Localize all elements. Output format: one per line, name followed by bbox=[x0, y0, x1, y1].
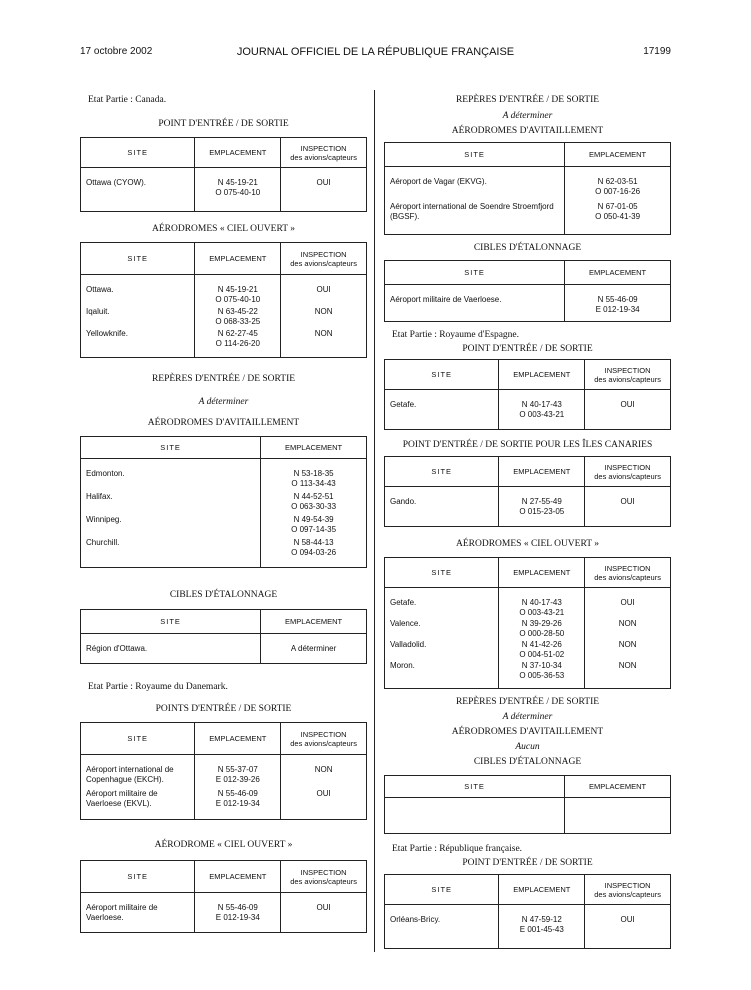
col-header-emplacement: EMPLACEMENT bbox=[195, 861, 281, 893]
site-cell bbox=[385, 588, 499, 689]
section-title: CIBLES D'ÉTALONNAGE bbox=[473, 243, 582, 253]
coordinate-line: O 113-34-43 bbox=[291, 479, 336, 488]
inspection-label: INSPECTION bbox=[604, 462, 651, 472]
coordinate-line: E 012-19-34 bbox=[215, 799, 260, 808]
site-cell bbox=[81, 275, 195, 358]
coordinate-line: N 49-54-39 bbox=[293, 515, 334, 524]
coordinates bbox=[504, 400, 579, 420]
coordinate-line: O 004-51-02 bbox=[519, 650, 565, 659]
inspection-value: NON bbox=[618, 661, 637, 670]
site-cell bbox=[385, 487, 499, 527]
inspection-sublabel: des avions/capteurs bbox=[594, 374, 661, 384]
table-body-row bbox=[385, 798, 671, 834]
section-title: CIBLES D'ÉTALONNAGE bbox=[169, 590, 278, 600]
coordinate-line: O 003-43-21 bbox=[519, 608, 565, 617]
right-column bbox=[384, 90, 671, 949]
section-title: AÉRODROMES « CIEL OUVERT » bbox=[152, 224, 295, 234]
inspection-value: OUI bbox=[316, 903, 331, 912]
coordinate-line: O 005-36-53 bbox=[519, 671, 565, 680]
data-table bbox=[384, 557, 671, 689]
col-header-inspection bbox=[585, 360, 671, 390]
col-header-site: SITE bbox=[385, 457, 499, 487]
inspection-label: INSPECTION bbox=[300, 249, 347, 259]
site-name: Aéroport international de Copenhague (EKCH). bbox=[86, 765, 174, 784]
site-name: Région d'Ottawa. bbox=[86, 644, 148, 653]
emplacement-cell bbox=[499, 905, 585, 949]
site-cell bbox=[81, 634, 261, 664]
col-header-emplacement: EMPLACEMENT bbox=[499, 558, 585, 588]
coordinates bbox=[200, 285, 275, 305]
inspection-value: OUI bbox=[316, 285, 331, 294]
col-header-inspection bbox=[585, 875, 671, 905]
inspection-label: INSPECTION bbox=[300, 729, 347, 739]
inspection-value: OUI bbox=[620, 598, 635, 607]
inspection-value: NON bbox=[618, 640, 637, 649]
coordinates bbox=[200, 178, 275, 198]
inspection-cell bbox=[281, 893, 367, 933]
inspection-sublabel: des avions/capteurs bbox=[290, 258, 357, 268]
coordinate-line: N 62-03-51 bbox=[597, 177, 638, 186]
col-header-inspection bbox=[281, 243, 367, 275]
coordinates bbox=[504, 661, 579, 681]
section-value: A déterminer bbox=[198, 397, 249, 407]
coordinates bbox=[504, 497, 579, 517]
site-name: Winnipeg. bbox=[86, 515, 122, 524]
data-table bbox=[80, 242, 367, 358]
table-body-row bbox=[81, 168, 367, 212]
coordinate-line: E 012-39-26 bbox=[215, 775, 260, 784]
emplacement-cell bbox=[499, 487, 585, 527]
coordinate-line: N 67-01-05 bbox=[597, 202, 638, 211]
site-name: Getafe. bbox=[390, 598, 417, 607]
coordinate-line: A déterminer bbox=[290, 644, 337, 653]
coordinate-line: N 53-18-35 bbox=[293, 469, 334, 478]
data-table bbox=[80, 860, 367, 933]
site-name: Ottawa (CYOW). bbox=[86, 178, 147, 187]
site-name: Aéroport de Vagar (EKVG). bbox=[390, 177, 487, 186]
inspection-value: NON bbox=[314, 765, 333, 774]
inspection-sublabel: des avions/capteurs bbox=[290, 738, 357, 748]
inspection-cell bbox=[585, 487, 671, 527]
inspection-value: NON bbox=[314, 307, 333, 316]
coordinate-line: N 47-59-12 bbox=[521, 915, 562, 924]
site-name: Gando. bbox=[390, 497, 417, 506]
coordinate-line: O 003-43-21 bbox=[519, 410, 565, 419]
coordinate-line: O 094-03-26 bbox=[291, 548, 337, 557]
coordinates bbox=[570, 202, 665, 224]
inspection-label: INSPECTION bbox=[604, 365, 651, 375]
col-header-emplacement: EMPLACEMENT bbox=[565, 776, 671, 798]
coordinate-line: O 075-40-10 bbox=[215, 295, 261, 304]
col-header-site: SITE bbox=[81, 610, 261, 634]
table-body-row bbox=[385, 390, 671, 430]
col-header-emplacement: EMPLACEMENT bbox=[195, 723, 281, 755]
data-table bbox=[384, 775, 671, 834]
coordinates bbox=[266, 469, 361, 489]
col-header-emplacement: EMPLACEMENT bbox=[499, 360, 585, 390]
coordinate-line: N 45-19-21 bbox=[217, 178, 258, 187]
inspection-cell bbox=[281, 755, 367, 820]
emplacement-cell bbox=[195, 755, 281, 820]
section-title: AÉRODROMES « CIEL OUVERT » bbox=[456, 539, 599, 549]
col-header-site: SITE bbox=[81, 723, 195, 755]
table-body-row bbox=[81, 634, 367, 664]
col-header-site: SITE bbox=[81, 437, 261, 459]
coordinate-line: N 40-17-43 bbox=[521, 400, 562, 409]
site-cell bbox=[81, 168, 195, 212]
coordinate-line: N 55-46-09 bbox=[217, 903, 258, 912]
inspection-value: NON bbox=[618, 619, 637, 628]
inspection-value: OUI bbox=[620, 400, 635, 409]
coordinate-line: N 55-46-09 bbox=[597, 295, 638, 304]
inspection-cell bbox=[281, 275, 367, 358]
site-name: Churchill. bbox=[86, 538, 120, 547]
site-cell bbox=[385, 390, 499, 430]
col-header-emplacement: EMPLACEMENT bbox=[195, 243, 281, 275]
coordinates bbox=[266, 492, 361, 512]
site-cell bbox=[385, 798, 565, 834]
data-table bbox=[384, 142, 671, 235]
col-header-emplacement: EMPLACEMENT bbox=[565, 143, 671, 167]
coordinate-line: N 62-27-45 bbox=[217, 329, 258, 338]
inspection-value: OUI bbox=[620, 915, 635, 924]
header-date: 17 octobre 2002 bbox=[80, 46, 153, 57]
col-header-emplacement: EMPLACEMENT bbox=[499, 875, 585, 905]
coordinate-line: N 41-42-26 bbox=[521, 640, 562, 649]
inspection-sublabel: des avions/capteurs bbox=[594, 471, 661, 481]
emplacement-cell bbox=[565, 285, 671, 322]
inspection-label: INSPECTION bbox=[300, 867, 347, 877]
emplacement-cell bbox=[565, 798, 671, 834]
inspection-value: OUI bbox=[620, 497, 635, 506]
inspection-sublabel: des avions/capteurs bbox=[290, 876, 357, 886]
data-table bbox=[384, 359, 671, 430]
inspection-label: INSPECTION bbox=[300, 143, 347, 153]
coordinate-line: O 015-23-05 bbox=[519, 507, 565, 516]
data-table bbox=[384, 456, 671, 527]
table-body-row bbox=[81, 459, 367, 568]
coordinates bbox=[504, 598, 579, 618]
col-header-emplacement: EMPLACEMENT bbox=[261, 610, 367, 634]
coordinate-line: O 068-33-25 bbox=[215, 317, 261, 326]
col-header-inspection bbox=[281, 723, 367, 755]
coordinates bbox=[504, 915, 579, 935]
site-name: Valladolid. bbox=[390, 640, 427, 649]
coordinate-line: O 114-26-20 bbox=[215, 339, 260, 348]
col-header-emplacement: EMPLACEMENT bbox=[499, 457, 585, 487]
site-name: Aéroport militaire de Vaerloese (EKVL). bbox=[86, 789, 158, 808]
table-body-row bbox=[385, 487, 671, 527]
col-header-site: SITE bbox=[81, 138, 195, 168]
state-party-heading: Etat Partie : République française. bbox=[392, 844, 523, 854]
data-table bbox=[80, 609, 367, 664]
site-name: Valence. bbox=[390, 619, 421, 628]
section-value: Aucun bbox=[515, 742, 540, 752]
data-table bbox=[80, 436, 367, 568]
data-table bbox=[384, 874, 671, 949]
emplacement-cell bbox=[195, 168, 281, 212]
col-header-site: SITE bbox=[385, 261, 565, 285]
table-body-row bbox=[81, 893, 367, 933]
coordinates bbox=[200, 765, 275, 787]
section-value: A déterminer bbox=[502, 111, 553, 121]
emplacement-cell bbox=[195, 893, 281, 933]
site-name: Aéroport militaire de Vaerloese. bbox=[86, 903, 158, 922]
coordinate-line: O 007-16-26 bbox=[595, 187, 641, 196]
coordinate-line: O 075-40-10 bbox=[215, 188, 261, 197]
coordinate-line: E 012-19-34 bbox=[595, 305, 640, 314]
table-body-row bbox=[385, 167, 671, 235]
section-title: POINT D'ENTRÉE / DE SORTIE bbox=[462, 858, 593, 868]
coordinates bbox=[570, 177, 665, 199]
site-name: Orléans-Bricy. bbox=[390, 915, 441, 924]
table-body-row bbox=[385, 588, 671, 689]
inspection-value: OUI bbox=[316, 178, 331, 187]
data-table bbox=[80, 137, 367, 212]
section-title: AÉRODROMES D'AVITAILLEMENT bbox=[451, 126, 604, 136]
emplacement-cell bbox=[565, 167, 671, 235]
coordinates bbox=[200, 307, 275, 327]
site-name: Getafe. bbox=[390, 400, 417, 409]
col-header-inspection bbox=[281, 861, 367, 893]
col-header-inspection bbox=[281, 138, 367, 168]
site-name: Aéroport international de Soendre Stroemfjord (BGSF). bbox=[390, 202, 554, 221]
col-header-site: SITE bbox=[81, 243, 195, 275]
inspection-label: INSPECTION bbox=[604, 880, 651, 890]
inspection-cell bbox=[585, 588, 671, 689]
site-name: Iqaluit. bbox=[86, 307, 110, 316]
inspection-sublabel: des avions/capteurs bbox=[594, 572, 661, 582]
col-header-emplacement: EMPLACEMENT bbox=[261, 437, 367, 459]
emplacement-cell bbox=[499, 390, 585, 430]
state-party-heading: Etat Partie : Canada. bbox=[88, 95, 167, 105]
coordinate-line: N 55-46-09 bbox=[217, 789, 258, 798]
inspection-cell bbox=[585, 905, 671, 949]
coordinates bbox=[200, 789, 275, 811]
col-header-site: SITE bbox=[385, 143, 565, 167]
coordinates bbox=[266, 644, 361, 654]
coordinates bbox=[266, 515, 361, 535]
inspection-value: NON bbox=[314, 329, 333, 338]
coordinate-line: N 63-45-22 bbox=[217, 307, 258, 316]
state-party-heading: Etat Partie : Royaume d'Espagne. bbox=[392, 330, 520, 340]
table-body-row bbox=[385, 285, 671, 322]
site-cell bbox=[385, 905, 499, 949]
coordinates bbox=[570, 295, 665, 315]
col-header-site: SITE bbox=[385, 776, 565, 798]
col-header-site: SITE bbox=[385, 558, 499, 588]
section-title: POINT D'ENTRÉE / DE SORTIE bbox=[158, 119, 289, 129]
site-cell bbox=[81, 893, 195, 933]
coordinates bbox=[504, 640, 579, 660]
site-cell bbox=[81, 459, 261, 568]
col-header-emplacement: EMPLACEMENT bbox=[565, 261, 671, 285]
site-cell bbox=[81, 755, 195, 820]
coordinate-line: N 45-19-21 bbox=[217, 285, 258, 294]
header-title: JOURNAL OFFICIEL DE LA RÉPUBLIQUE FRANÇAISE bbox=[236, 46, 515, 58]
coordinate-line: O 063-30-33 bbox=[291, 502, 337, 511]
col-header-site: SITE bbox=[81, 861, 195, 893]
table-body-row bbox=[385, 905, 671, 949]
col-header-inspection bbox=[585, 558, 671, 588]
data-table bbox=[80, 722, 367, 820]
site-name: Edmonton. bbox=[86, 469, 125, 478]
site-cell bbox=[385, 167, 565, 235]
coordinate-line: N 27-55-49 bbox=[521, 497, 562, 506]
left-column bbox=[80, 90, 367, 933]
coordinate-line: N 40-17-43 bbox=[521, 598, 562, 607]
site-name: Moron. bbox=[390, 661, 415, 670]
inspection-sublabel: des avions/capteurs bbox=[290, 152, 357, 162]
inspection-cell bbox=[585, 390, 671, 430]
site-name: Ottawa. bbox=[86, 285, 114, 294]
section-title: AÉRODROMES D'AVITAILLEMENT bbox=[147, 418, 300, 428]
coordinate-line: N 58-44-13 bbox=[293, 538, 334, 547]
coordinate-line: O 050-41-39 bbox=[595, 212, 641, 221]
coordinates bbox=[266, 538, 361, 558]
section-title: POINTS D'ENTRÉE / DE SORTIE bbox=[155, 704, 292, 714]
coordinate-line: O 000-28-50 bbox=[519, 629, 565, 638]
section-value: A déterminer bbox=[502, 712, 553, 722]
inspection-sublabel: des avions/capteurs bbox=[594, 889, 661, 899]
emplacement-cell bbox=[195, 275, 281, 358]
emplacement-cell bbox=[261, 459, 367, 568]
section-title: AÉRODROME « CIEL OUVERT » bbox=[154, 840, 293, 850]
section-title: REPÈRES D'ENTRÉE / DE SORTIE bbox=[455, 95, 600, 105]
coordinates bbox=[200, 329, 275, 349]
coordinate-line: E 012-19-34 bbox=[215, 913, 260, 922]
section-title: REPÈRES D'ENTRÉE / DE SORTIE bbox=[151, 374, 296, 384]
emplacement-cell bbox=[261, 634, 367, 664]
col-header-site: SITE bbox=[385, 875, 499, 905]
section-title: POINT D'ENTRÉE / DE SORTIE POUR LES ÎLES CANARIES bbox=[402, 440, 653, 450]
inspection-cell bbox=[281, 168, 367, 212]
emplacement-cell bbox=[499, 588, 585, 689]
site-name: Aéroport militaire de Vaerloese. bbox=[390, 295, 502, 304]
section-title: REPÈRES D'ENTRÉE / DE SORTIE bbox=[455, 697, 600, 707]
site-name: Yellowknife. bbox=[86, 329, 128, 338]
data-table bbox=[384, 260, 671, 322]
page-number: 17199 bbox=[643, 46, 671, 57]
coordinate-line: O 097-14-35 bbox=[291, 525, 337, 534]
site-name: Halifax. bbox=[86, 492, 113, 501]
table-body-row bbox=[81, 755, 367, 820]
coordinate-line: N 37-10-34 bbox=[521, 661, 562, 670]
state-party-heading: Etat Partie : Royaume du Danemark. bbox=[88, 682, 228, 692]
coordinate-line: N 44-52-51 bbox=[293, 492, 334, 501]
table-body-row bbox=[81, 275, 367, 358]
inspection-value: OUI bbox=[316, 789, 331, 798]
inspection-label: INSPECTION bbox=[604, 563, 651, 573]
coordinate-line: E 001-45-43 bbox=[519, 925, 564, 934]
section-title: AÉRODROMES D'AVITAILLEMENT bbox=[451, 727, 604, 737]
column-divider bbox=[374, 90, 375, 952]
col-header-site: SITE bbox=[385, 360, 499, 390]
coordinates bbox=[200, 903, 275, 923]
site-cell bbox=[385, 285, 565, 322]
section-title: CIBLES D'ÉTALONNAGE bbox=[473, 757, 582, 767]
coordinate-line: N 55-37-07 bbox=[217, 765, 258, 774]
coordinates bbox=[504, 619, 579, 639]
col-header-emplacement: EMPLACEMENT bbox=[195, 138, 281, 168]
coordinate-line: N 39-29-26 bbox=[521, 619, 562, 628]
section-title: POINT D'ENTRÉE / DE SORTIE bbox=[462, 344, 593, 354]
col-header-inspection bbox=[585, 457, 671, 487]
